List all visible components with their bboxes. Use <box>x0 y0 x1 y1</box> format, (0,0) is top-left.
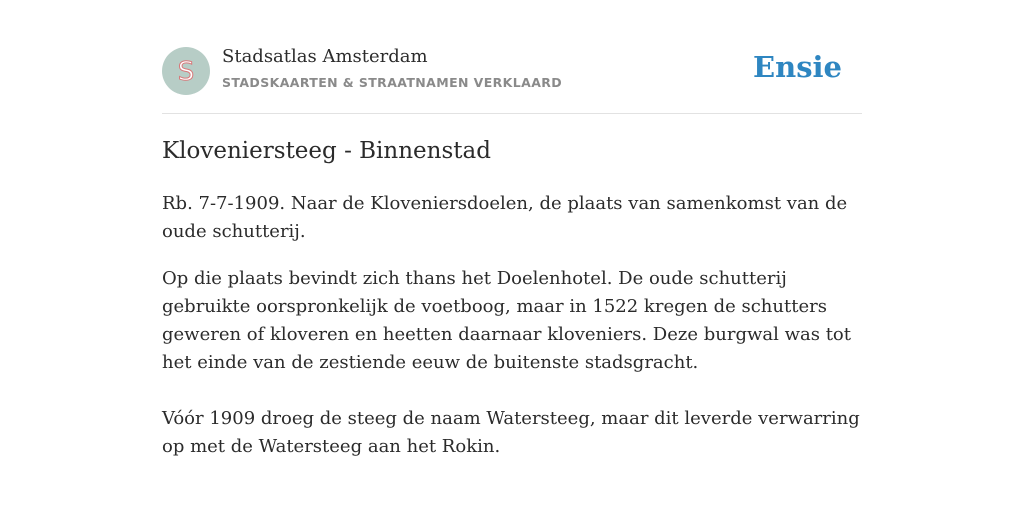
brand-logo-link[interactable]: Ensie <box>753 50 842 84</box>
site-header <box>162 0 862 114</box>
article-paragraph: Op die plaats bevindt zich thans het Doelenhotel. De oude schutterij gebruikte oorspronkelijk de voetboog, maar in 1522 kregen de schutters geweren of kloveren en heetten daarnaar kloveniers. Deze burgwal was tot het einde van de zestiende eeuw de buitenste stadsgracht. <box>162 268 852 373</box>
page-container <box>162 0 862 457</box>
site-subtitle: STADSKAARTEN & STRAATNAMEN VERKLAARD <box>222 75 563 90</box>
article-paragraph: Rb. 7-7-1909. Naar de Kloveniersdoelen, de plaats van samenkomst van de oude schutterij. <box>162 193 848 242</box>
site-title[interactable]: Stadsatlas Amsterdam <box>222 46 428 67</box>
article-paragraph: Vóór 1909 droeg de steeg de naam Watersteeg, maar dit leverde verwarring op met de Watersteeg aan het Rokin. <box>162 408 860 457</box>
avatar[interactable] <box>162 47 210 95</box>
avatar-letter: S <box>177 56 195 87</box>
page-title: Kloveniersteeg - Binnenstad <box>162 138 491 164</box>
